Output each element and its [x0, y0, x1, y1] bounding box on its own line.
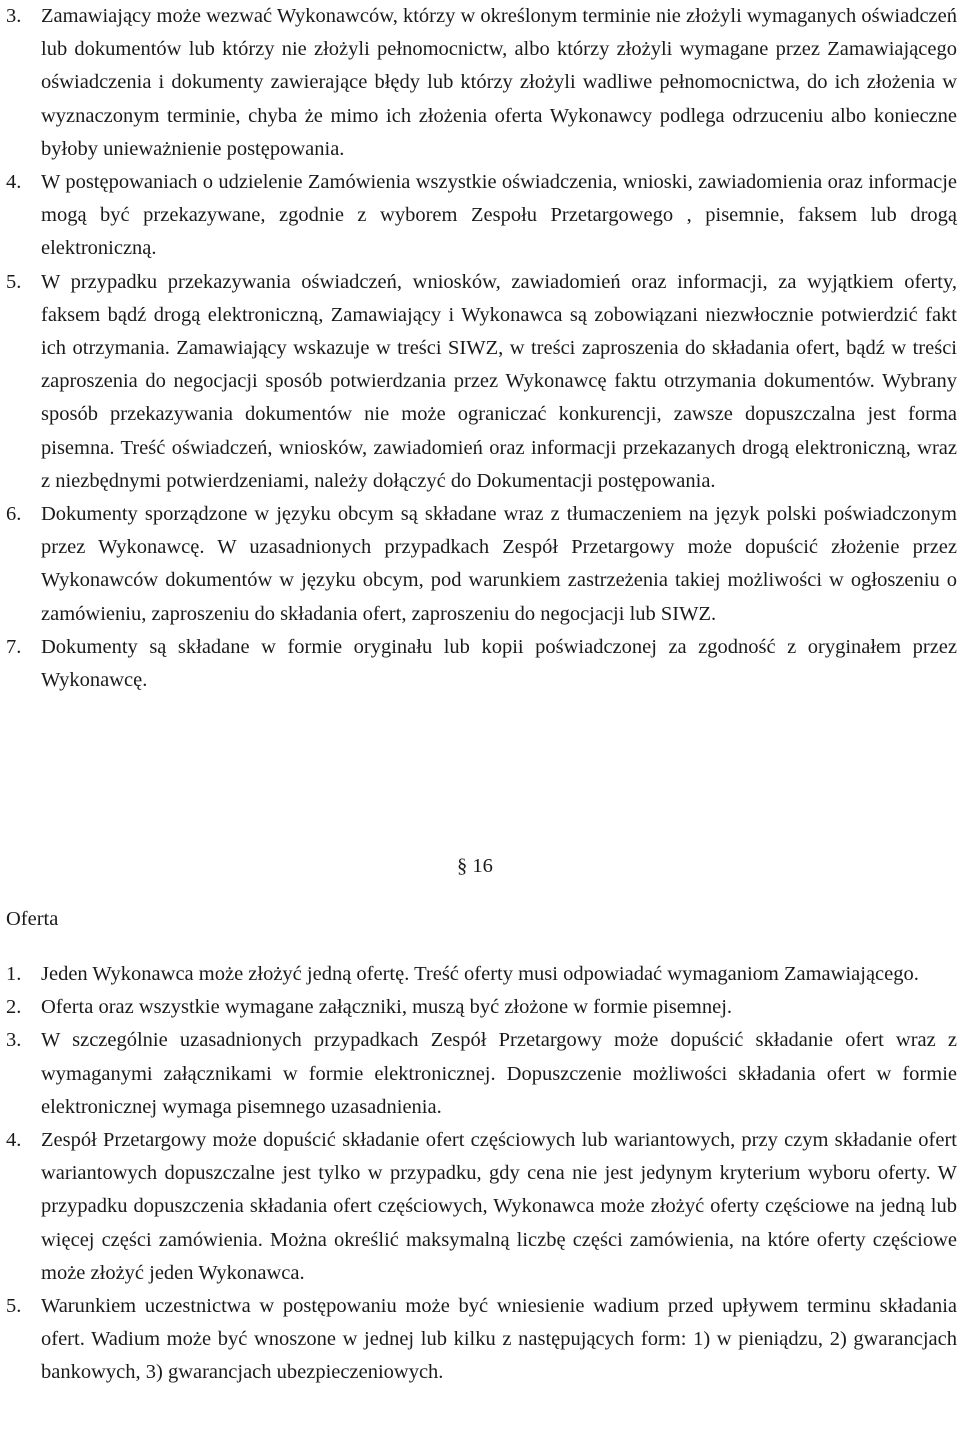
list-item: [0, 266, 957, 498]
list-item: [0, 498, 957, 631]
list-item-text: Jeden Wykonawca może złożyć jedną ofertę. Treść oferty musi odpowiadać wymaganiom Zamawiającego.: [41, 963, 919, 985]
list-item: [0, 991, 957, 1024]
list-item: [0, 958, 957, 991]
list-item-text: Dokumenty sporządzone w języku obcym są składane wraz z tłumaczeniem na język polski poświadczonym przez Wykonawcę. W uzasadnionych przypadkach Zespół Przetargowy może dopuścić złożenie przez Wykonawców dokumentów w języku obcym, pod warunkiem zastrzeżenia takiej możliwości w ogłoszeniu o zamówieniu, zaproszeniu do składania ofert, zaproszeniu do negocjacji lub SIWZ.: [41, 503, 957, 625]
list-item-number: 3.: [6, 5, 22, 27]
list-item-number: 7.: [6, 635, 22, 658]
numbered-list-previous-section: [0, 0, 957, 697]
list-item: [0, 1124, 957, 1290]
list-item-text: Warunkiem uczestnictwa w postępowaniu może być wniesienie wadium przed upływem terminu składania ofert. Wadium może być wnoszone w jednej lub kilku z następujących form: 1) w pieniądzu, 2) gwarancjach bankowych, 3) gwarancjach ubezpieczeniowych.: [41, 1295, 957, 1384]
list-item-text: W szczególnie uzasadnionych przypadkach Zespół Przetargowy może dopuścić składanie ofert wraz z wymaganymi załącznikami w formie elektronicznej. Dopuszczenie możliwości składania ofert w formie elektronicznej wymaga pisemnego uzasadnienia.: [41, 1029, 957, 1118]
list-item-text: Oferta oraz wszystkie wymagane załączniki, muszą być złożone w formie pisemnej.: [41, 996, 733, 1019]
list-item-number: 4.: [6, 171, 22, 194]
list-item-number: 1.: [6, 963, 22, 985]
list-item-text: Zespół Przetargowy może dopuścić składanie ofert częściowych lub wariantowych, przy czym składanie ofert wariantowych dopuszczalne jest tylko w przypadku, gdy cena nie jest jedynym kryterium wyboru oferty. W przypadku dopuszczenia składania ofert częściowych, Wykonawca może złożyć oferty częściowe na jedną lub więcej części zamówienia. Można określić maksymalną liczbę części zamówienia, na które oferty częściowe może złożyć jeden Wykonawca.: [41, 1129, 957, 1284]
list-item-text: Dokumenty są składane w formie oryginału lub kopii poświadczonej za zgodność z oryginałem przez Wykonawcę.: [41, 635, 957, 692]
section-number: § 16: [457, 855, 493, 877]
list-item-number: 3.: [6, 1029, 22, 1052]
list-item-number: 6.: [6, 503, 22, 526]
list-item-text: W przypadku przekazywania oświadczeń, wniosków, zawiadomień oraz informacji, za wyjątkiem oferty, faksem bądź drogą elektroniczną, Zamawiający i Wykonawca są zobowiązani niezwłocznie potwierdzić fakt ich otrzymania. Zamawiający wskazuje w treści SIWZ, w treści zaproszenia do składania ofert, bądź w treści zaproszenia do negocjacji sposób potwierdzania przez Wykonawcę faktu otrzymania dokumentów. Wybrany sposób przekazywania dokumentów nie może ograniczać konkurencji, zawsze dopuszczalna jest forma pisemna. Treść oświadczeń, wniosków, zawiadomień oraz informacji przekazanych drogą elektroniczną, wraz z niezbędnymi potwierdzeniami, należy dołączyć do Dokumentacji postępowania.: [41, 270, 957, 492]
list-item-text: Zamawiający może wezwać Wykonawców, którzy w określonym terminie nie złożyli wymaganych oświadczeń lub dokumentów lub którzy nie złożyli pełnomocnictw, albo którzy złożyli wymagane przez Zamawiającego oświadczenia i dokumenty zawierające błędy lub którzy złożyli wadliwe pełnomocnictwa, do ich złożenia w wyznaczonym terminie, chyba że mimo ich złożenia oferta Wykonawcy podlega odrzuceniu albo konieczne byłoby unieważnienie postępowania.: [41, 5, 957, 160]
list-item: [0, 0, 957, 166]
list-item-number: 5.: [6, 270, 22, 293]
list-item: [0, 1290, 957, 1390]
numbered-list-offer-section: [0, 958, 957, 1390]
section-title: Oferta: [6, 908, 59, 930]
list-item: [0, 1024, 957, 1124]
list-item: [0, 166, 957, 266]
list-item-number: 4.: [6, 1129, 22, 1152]
list-item-text: W postępowaniach o udzielenie Zamówienia wszystkie oświadczenia, wnioski, zawiadomienia oraz informacje mogą być przekazywane, zgodnie z wyborem Zespołu Przetargowego , pisemnie, faksem lub drogą elektroniczną.: [41, 171, 957, 260]
list-item-number: 5.: [6, 1295, 22, 1318]
list-item-number: 2.: [6, 996, 22, 1019]
list-item: [0, 631, 957, 697]
